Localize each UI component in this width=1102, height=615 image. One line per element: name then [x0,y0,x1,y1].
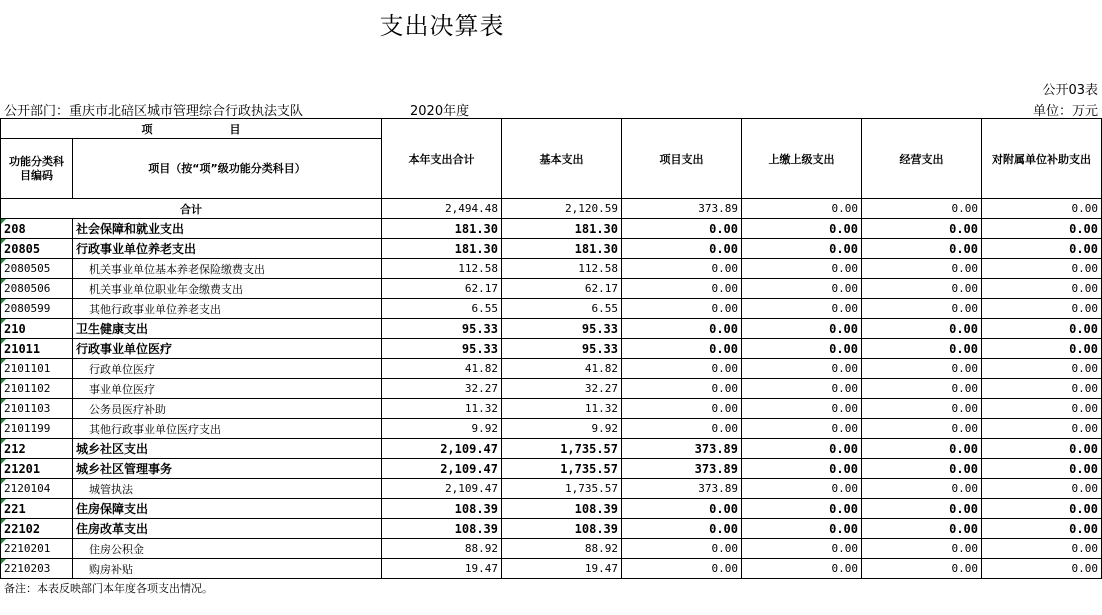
func-code-cell: 2101199 [1,419,73,439]
value-cell: 0.00 [622,359,742,379]
value-cell: 0.00 [742,299,862,319]
table-row [1,439,1102,459]
value-cell: 0.00 [742,479,862,499]
header-func-code: 功能分类科目编码 [1,139,73,199]
value-cell: 0.00 [742,219,862,239]
value-cell: 0.00 [862,299,982,319]
table-note: 备注：本表反映部门本年度各项支出情况。 [4,582,213,595]
value-cell: 0.00 [862,379,982,399]
value-cell: 0.00 [982,499,1102,519]
value-cell: 0.00 [862,399,982,419]
value-cell: 95.33 [382,319,502,339]
item-name-cell: 机关事业单位职业年金缴费支出 [73,279,382,299]
value-cell: 0.00 [982,239,1102,259]
value-cell: 181.30 [382,219,502,239]
value-cell: 1,735.57 [502,479,622,499]
value-cell: 1,735.57 [502,459,622,479]
value-cell: 0.00 [982,219,1102,239]
total-cell: 0.00 [862,199,982,219]
value-cell: 0.00 [622,279,742,299]
func-code-cell: 22102 [1,519,73,539]
value-cell: 0.00 [742,439,862,459]
value-cell: 0.00 [862,339,982,359]
item-name-cell: 其他行政事业单位医疗支出 [73,419,382,439]
value-cell: 11.32 [502,399,622,419]
item-name-cell: 事业单位医疗 [73,379,382,399]
table-row [1,219,1102,239]
value-cell: 6.55 [382,299,502,319]
table-row [1,319,1102,339]
func-code-cell: 2080505 [1,259,73,279]
func-code-cell: 2080506 [1,279,73,299]
value-cell: 0.00 [982,519,1102,539]
func-code-cell: 2101103 [1,399,73,419]
value-cell: 0.00 [742,539,862,559]
value-cell: 0.00 [742,339,862,359]
page-title: 支出决算表 [379,12,505,40]
func-code-cell: 20805 [1,239,73,259]
value-cell: 0.00 [862,519,982,539]
table-row [1,539,1102,559]
item-name-cell: 住房公积金 [73,539,382,559]
value-cell: 0.00 [622,259,742,279]
value-cell: 19.47 [382,559,502,579]
table-row [1,459,1102,479]
value-cell: 0.00 [622,379,742,399]
value-cell: 6.55 [502,299,622,319]
value-cell: 95.33 [502,319,622,339]
value-cell: 0.00 [982,279,1102,299]
value-cell: 108.39 [382,499,502,519]
table-row [1,239,1102,259]
header-total: 本年支出合计 [382,119,502,199]
item-name-cell: 行政单位医疗 [73,359,382,379]
func-code-cell: 2101101 [1,359,73,379]
value-cell: 0.00 [622,219,742,239]
value-cell: 0.00 [742,259,862,279]
value-cell: 0.00 [862,499,982,519]
func-code-cell: 210 [1,319,73,339]
item-name-cell: 住房改革支出 [73,519,382,539]
header-item-name: 项目（按“项”级功能分类科目） [73,139,382,199]
value-cell: 9.92 [502,419,622,439]
value-cell: 0.00 [862,219,982,239]
total-row [1,199,1102,219]
value-cell: 62.17 [382,279,502,299]
table-row [1,399,1102,419]
value-cell: 0.00 [742,519,862,539]
value-cell: 0.00 [622,339,742,359]
value-cell: 0.00 [622,299,742,319]
expenditure-table [0,118,1102,579]
total-cell: 373.89 [622,199,742,219]
value-cell: 108.39 [502,499,622,519]
item-name-cell: 行政事业单位养老支出 [73,239,382,259]
value-cell: 373.89 [622,459,742,479]
value-cell: 0.00 [742,399,862,419]
value-cell: 181.30 [502,239,622,259]
value-cell: 0.00 [862,419,982,439]
total-label: 合计 [1,199,382,219]
year-label: 2020年度 [410,104,470,119]
func-code-cell: 2120104 [1,479,73,499]
item-name-cell: 城乡社区管理事务 [73,459,382,479]
total-cell: 0.00 [742,199,862,219]
value-cell: 0.00 [862,359,982,379]
table-row [1,419,1102,439]
value-cell: 19.47 [502,559,622,579]
value-cell: 95.33 [382,339,502,359]
func-code-cell: 2101102 [1,379,73,399]
value-cell: 32.27 [382,379,502,399]
value-cell: 108.39 [382,519,502,539]
value-cell: 0.00 [742,459,862,479]
item-name-cell: 社会保障和就业支出 [73,219,382,239]
department-label: 公开部门：重庆市北碚区城市管理综合行政执法支队 [4,104,304,119]
func-code-cell: 21201 [1,459,73,479]
total-cell: 0.00 [982,199,1102,219]
value-cell: 0.00 [862,239,982,259]
func-code-cell: 221 [1,499,73,519]
item-name-cell: 住房保障支出 [73,499,382,519]
value-cell: 0.00 [862,559,982,579]
item-name-cell: 其他行政事业单位养老支出 [73,299,382,319]
table-row [1,279,1102,299]
value-cell: 373.89 [622,439,742,459]
value-cell: 0.00 [622,419,742,439]
item-name-cell: 公务员医疗补助 [73,399,382,419]
value-cell: 108.39 [502,519,622,539]
value-cell: 0.00 [982,459,1102,479]
value-cell: 112.58 [382,259,502,279]
value-cell: 88.92 [382,539,502,559]
value-cell: 0.00 [982,379,1102,399]
value-cell: 2,109.47 [382,439,502,459]
func-code-cell: 2080599 [1,299,73,319]
value-cell: 0.00 [982,539,1102,559]
item-name-cell: 城乡社区支出 [73,439,382,459]
header-project-group: 项 目 [1,119,382,139]
value-cell: 0.00 [982,399,1102,419]
value-cell: 0.00 [862,319,982,339]
value-cell: 0.00 [862,539,982,559]
total-cell: 2,120.59 [502,199,622,219]
item-name-cell: 机关事业单位基本养老保险缴费支出 [73,259,382,279]
table-code-label: 公开03表 [1042,83,1098,98]
value-cell: 112.58 [502,259,622,279]
item-name-cell: 购房补贴 [73,559,382,579]
func-code-cell: 212 [1,439,73,459]
table-row [1,519,1102,539]
value-cell: 0.00 [982,359,1102,379]
func-code-cell: 208 [1,219,73,239]
value-cell: 0.00 [622,239,742,259]
value-cell: 11.32 [382,399,502,419]
value-cell: 0.00 [982,299,1102,319]
value-cell: 2,109.47 [382,459,502,479]
table-row [1,259,1102,279]
value-cell: 0.00 [742,559,862,579]
value-cell: 0.00 [862,479,982,499]
value-cell: 9.92 [382,419,502,439]
value-cell: 0.00 [742,359,862,379]
item-name-cell: 卫生健康支出 [73,319,382,339]
value-cell: 0.00 [622,499,742,519]
header-business: 经营支出 [862,119,982,199]
total-cell: 2,494.48 [382,199,502,219]
value-cell: 0.00 [982,259,1102,279]
value-cell: 0.00 [622,399,742,419]
value-cell: 0.00 [982,439,1102,459]
table-row [1,559,1102,579]
value-cell: 0.00 [742,379,862,399]
table-row [1,339,1102,359]
table-row [1,359,1102,379]
table-row [1,479,1102,499]
header-subsidy: 对附属单位补助支出 [982,119,1102,199]
func-code-cell: 2210201 [1,539,73,559]
header-project: 项目支出 [622,119,742,199]
table-row [1,499,1102,519]
value-cell: 32.27 [502,379,622,399]
value-cell: 0.00 [862,259,982,279]
value-cell: 0.00 [742,319,862,339]
value-cell: 0.00 [982,339,1102,359]
value-cell: 0.00 [742,279,862,299]
value-cell: 1,735.57 [502,439,622,459]
value-cell: 41.82 [502,359,622,379]
value-cell: 0.00 [622,519,742,539]
value-cell: 181.30 [382,239,502,259]
value-cell: 0.00 [982,319,1102,339]
value-cell: 0.00 [862,459,982,479]
value-cell: 0.00 [982,419,1102,439]
value-cell: 0.00 [622,319,742,339]
value-cell: 0.00 [862,439,982,459]
func-code-cell: 21011 [1,339,73,359]
table-row [1,379,1102,399]
header-upper: 上缴上级支出 [742,119,862,199]
header-basic: 基本支出 [502,119,622,199]
table-row [1,299,1102,319]
value-cell: 0.00 [862,279,982,299]
value-cell: 88.92 [502,539,622,559]
value-cell: 62.17 [502,279,622,299]
item-name-cell: 城管执法 [73,479,382,499]
value-cell: 0.00 [622,559,742,579]
unit-label: 单位：万元 [1032,104,1098,119]
value-cell: 0.00 [982,479,1102,499]
value-cell: 0.00 [742,239,862,259]
value-cell: 0.00 [742,499,862,519]
value-cell: 95.33 [502,339,622,359]
value-cell: 41.82 [382,359,502,379]
value-cell: 181.30 [502,219,622,239]
value-cell: 0.00 [742,419,862,439]
value-cell: 0.00 [982,559,1102,579]
value-cell: 373.89 [622,479,742,499]
item-name-cell: 行政事业单位医疗 [73,339,382,359]
func-code-cell: 2210203 [1,559,73,579]
value-cell: 2,109.47 [382,479,502,499]
value-cell: 0.00 [622,539,742,559]
